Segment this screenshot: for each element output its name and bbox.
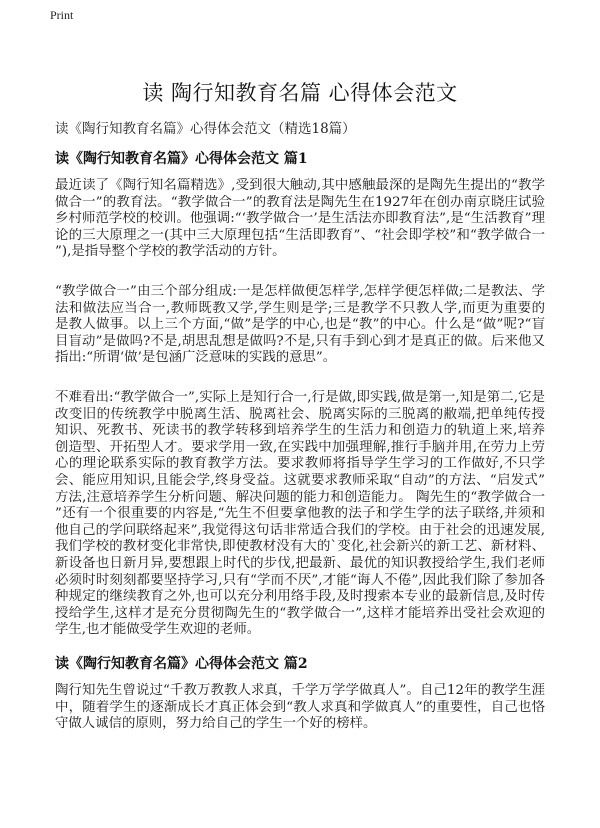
text-line: 新设备也日新月异,要想跟上时代的步伐,把最新、最优的知识教授给学生,我们老师	[55, 555, 545, 571]
text-line: 法和做法应当合一,教师既教又学,学生则是学;三是教学不只教人学,而更为重要的	[55, 300, 545, 316]
text-line: 指出:“所谓‘做’是包涵广泛意味的实践的意思”。	[55, 350, 337, 366]
text-line: 目盲动”是做吗?不是,胡思乱想是做吗?不是,只有手到心到才是真正的做。后来他又	[55, 333, 545, 349]
document-title: 读 陶行知教育名篇 心得体会范文	[142, 81, 458, 105]
text-line: 学生,也才能做受学生欢迎的老师。	[55, 622, 261, 638]
text-line: 守做人诚信的原则，努力给自己的学生一个好的榜样。	[55, 716, 377, 732]
paragraph	[55, 284, 545, 367]
text-line: 最近读了《陶行知名篇精选》,受到很大触动,其中感触最深的是陶先生提出的“教学	[55, 178, 545, 193]
text-line: 中，随着学生的逐渐成长才真正体会到“教人求真和学做真人”的重要性，自己也恪	[55, 699, 545, 715]
text-line: 不难看出:“教学做合一”,实际上是知行合一,行是做,即实践,做是第一,知是第二,它是	[55, 390, 545, 405]
text-line: ”还有一个很重要的内容是,“先生不但要拿他教的法子和学生学的法子联络,并须和	[55, 506, 545, 522]
text-line: 知识、死教书、死读书的教学转移到培养学生的生活力和创造力的轨道上来,培养	[55, 423, 545, 439]
section-heading-1: 读《陶行知教育名篇》心得体会范文 篇1	[55, 151, 308, 167]
paragraph	[55, 178, 545, 261]
paragraph	[55, 390, 545, 639]
text-line: 创造型、开拓型人才。要求学用一致,在实践中加强理解,推行手脑并用,在劳力上劳	[55, 439, 545, 455]
text-line: 方法,注意培养学生分析问题、解决问题的能力和创造能力。 陶先生的“教学做合一	[55, 489, 545, 505]
text-line: 必须时时刻刻都要坚持学习,只有“学而不厌”,才能“诲人不倦”,因此我们除了参加各	[55, 572, 545, 588]
text-line: 做合一”的教育法。“教学做合一”的教育法是陶先生在1927年在创办南京晓庄试验	[55, 194, 545, 210]
text-line: 论的三大原理之一(其中三大原理包括“生活即教育”、“社会即学校”和“教学做合一	[55, 227, 545, 243]
text-line: 种规定的继续教育之外,也可以充分利用络手段,及时搜索本专业的最新信息,及时传	[55, 589, 545, 605]
text-line: 会、能应用知识,且能会学,终身受益。这就要求教师采取“自动”的方法、“启发式”	[55, 472, 545, 488]
text-line: 乡村师范学校的校训。他强调:“‘教学做合一’是生活法亦即教育法”,是“生活教育”理	[55, 211, 545, 227]
text-line: ”),是指导整个学校的教学活动的方针。	[55, 244, 286, 260]
text-line: 授给学生,这样才是充分贯彻陶先生的“教学做合一”,这样才能培养出受社会欢迎的	[55, 605, 545, 621]
paragraph	[55, 683, 545, 733]
text-line: 他自己的学问联络起来”,我觉得这句话非常适合我们的学校。由于社会的迅速发展,	[55, 522, 545, 538]
text-line: 陶行知先生曾说过“千教万教教人求真，千学万学学做真人”。自己12年的教学生涯	[55, 683, 545, 698]
text-line: 心的理论联系实际的教育教学方法。要求教师将指导学生学习的工作做好,不只学	[55, 456, 545, 472]
text-line: “教学做合一”由三个部分组成:一是怎样做便怎样学,怎样学便怎样做;二是教法、学	[55, 284, 545, 299]
section-heading-2: 读《陶行知教育名篇》心得体会范文 篇2	[55, 656, 308, 672]
text-line: 改变旧的传统教学中脱离生活、脱离社会、脱离实际的三脱离的敝端,把单纯传授	[55, 406, 545, 422]
text-line: 我们学校的教材变化非常快,即使教材没有大的`变化,社会新兴的新工艺、新材料、	[55, 539, 545, 555]
text-line: 是教人做事。以上三个方面,“做”是学的中心,也是“教”的中心。什么是“做”呢?“盲	[55, 317, 545, 333]
document-subtitle: 读《陶行知教育名篇》心得体会范文（精选18篇）	[55, 121, 356, 137]
print-link[interactable]: Print	[50, 8, 74, 22]
